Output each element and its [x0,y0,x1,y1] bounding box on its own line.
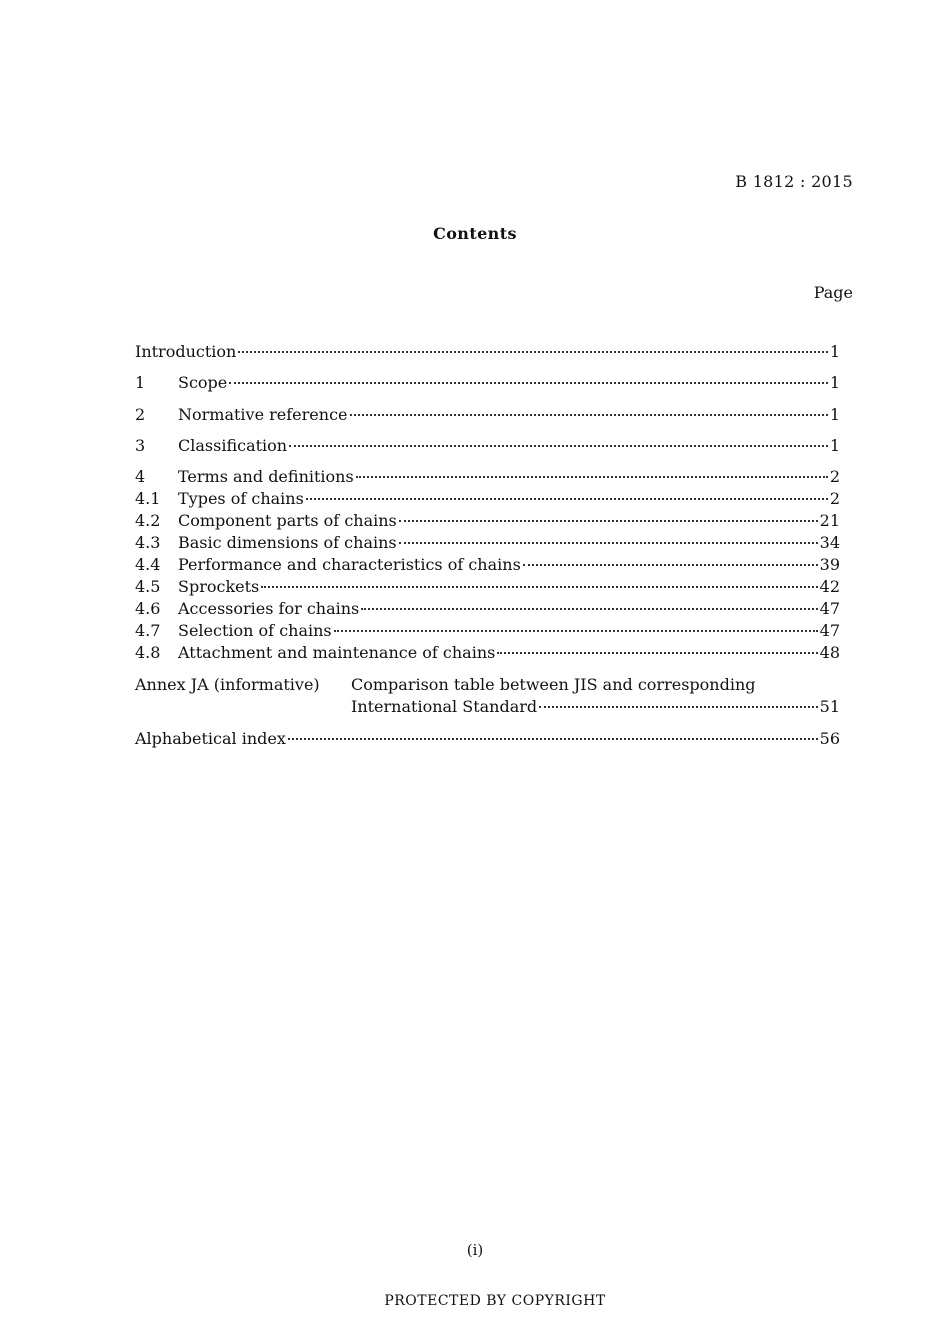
dot-leader [497,652,817,654]
dot-leader [289,445,828,447]
toc-entry-title: Component parts of chains [178,511,397,530]
page-number: (i) [466,1241,484,1259]
toc-entry-title: Alphabetical index [135,729,286,748]
toc-entry-number: 4.1 [135,489,161,508]
dot-leader [238,351,827,353]
dot-leader [539,706,817,708]
toc-entry-title: Sprockets [178,577,260,596]
dot-leader [399,542,818,544]
toc-entry[interactable] [135,554,840,576]
dot-leader [288,738,818,740]
toc-entry[interactable] [135,435,840,457]
toc-entry-page: 21 [819,511,840,530]
toc-entry-page: 47 [819,599,840,618]
toc-entry[interactable] [135,532,840,554]
dot-leader [334,630,818,632]
toc-entry-number: 4.4 [135,555,161,574]
dot-leader [399,520,818,522]
toc-entry-title: Accessories for chains [178,599,360,618]
toc-entry-page: 2 [829,467,840,486]
dot-leader [523,564,818,566]
contents-heading: Contents [433,224,517,243]
dot-leader [350,414,828,416]
toc-entry-number: 4 [135,467,146,486]
document-id: B 1812 : 2015 [735,172,853,191]
toc-entry-title: Terms and definitions [178,467,354,486]
toc-entry-page: 42 [819,577,840,596]
toc-entry-annex[interactable] [135,674,840,696]
toc-entry-page: 47 [819,621,840,640]
toc-entry-introduction[interactable] [135,341,840,363]
dot-leader [229,382,828,384]
toc-entry[interactable] [135,404,840,426]
toc-entry-page: 34 [819,533,840,552]
toc-entry-number: 4.3 [135,533,161,552]
annex-label: Annex JA (informative) [135,675,320,694]
toc-entry-number: 4.2 [135,511,161,530]
page-column-label: Page [813,283,853,302]
dot-leader [261,586,817,588]
toc-entry[interactable] [135,598,840,620]
toc-entry-page: 1 [829,373,840,392]
annex-title-line2: International Standard [351,697,538,716]
toc-entry-title: Scope [178,373,228,392]
annex-title-line1: Comparison table between JIS and corresponding [351,675,756,694]
toc-entry-page: 48 [819,643,840,662]
toc-entry-number: 4.6 [135,599,161,618]
toc-entry-page: 1 [829,342,840,361]
toc-entry-page: 39 [819,555,840,574]
toc-entry[interactable] [135,488,840,510]
toc-entry-page: 1 [829,405,840,424]
toc-entry[interactable] [135,576,840,598]
dot-leader [306,498,828,500]
toc-entry-title: Basic dimensions of chains [178,533,397,552]
dot-leader [361,608,817,610]
toc-entry-number: 1 [135,373,146,392]
copyright-notice: PROTECTED BY COPYRIGHT [384,1293,606,1309]
toc-entry-index[interactable] [135,728,840,750]
toc-entry-number: 4.7 [135,621,161,640]
toc-entry-title: Performance and characteristics of chains [178,555,521,574]
toc-entry[interactable] [135,372,840,394]
toc-entry-title: Introduction [135,342,237,361]
toc-entry-page: 51 [819,697,840,716]
toc-entry-title: Classification [178,436,288,455]
dot-leader [356,476,828,478]
toc-entry-page: 56 [819,729,840,748]
toc-entry[interactable] [135,642,840,664]
toc-entry[interactable] [135,466,840,488]
toc-entry-number: 4.5 [135,577,161,596]
toc-entry-title: Attachment and maintenance of chains [178,643,496,662]
toc-entry-number: 2 [135,405,146,424]
toc-entry-title: Selection of chains [178,621,332,640]
toc-entry-title: Types of chains [178,489,304,508]
toc-entry-number: 3 [135,436,146,455]
toc-entry[interactable] [135,510,840,532]
toc-entry-number: 4.8 [135,643,161,662]
toc-entry[interactable] [135,620,840,642]
toc-entry-annex-continued[interactable] [351,696,840,718]
toc-entry-title: Normative reference [178,405,348,424]
toc-entry-page: 2 [829,489,840,508]
toc-entry-page: 1 [829,436,840,455]
